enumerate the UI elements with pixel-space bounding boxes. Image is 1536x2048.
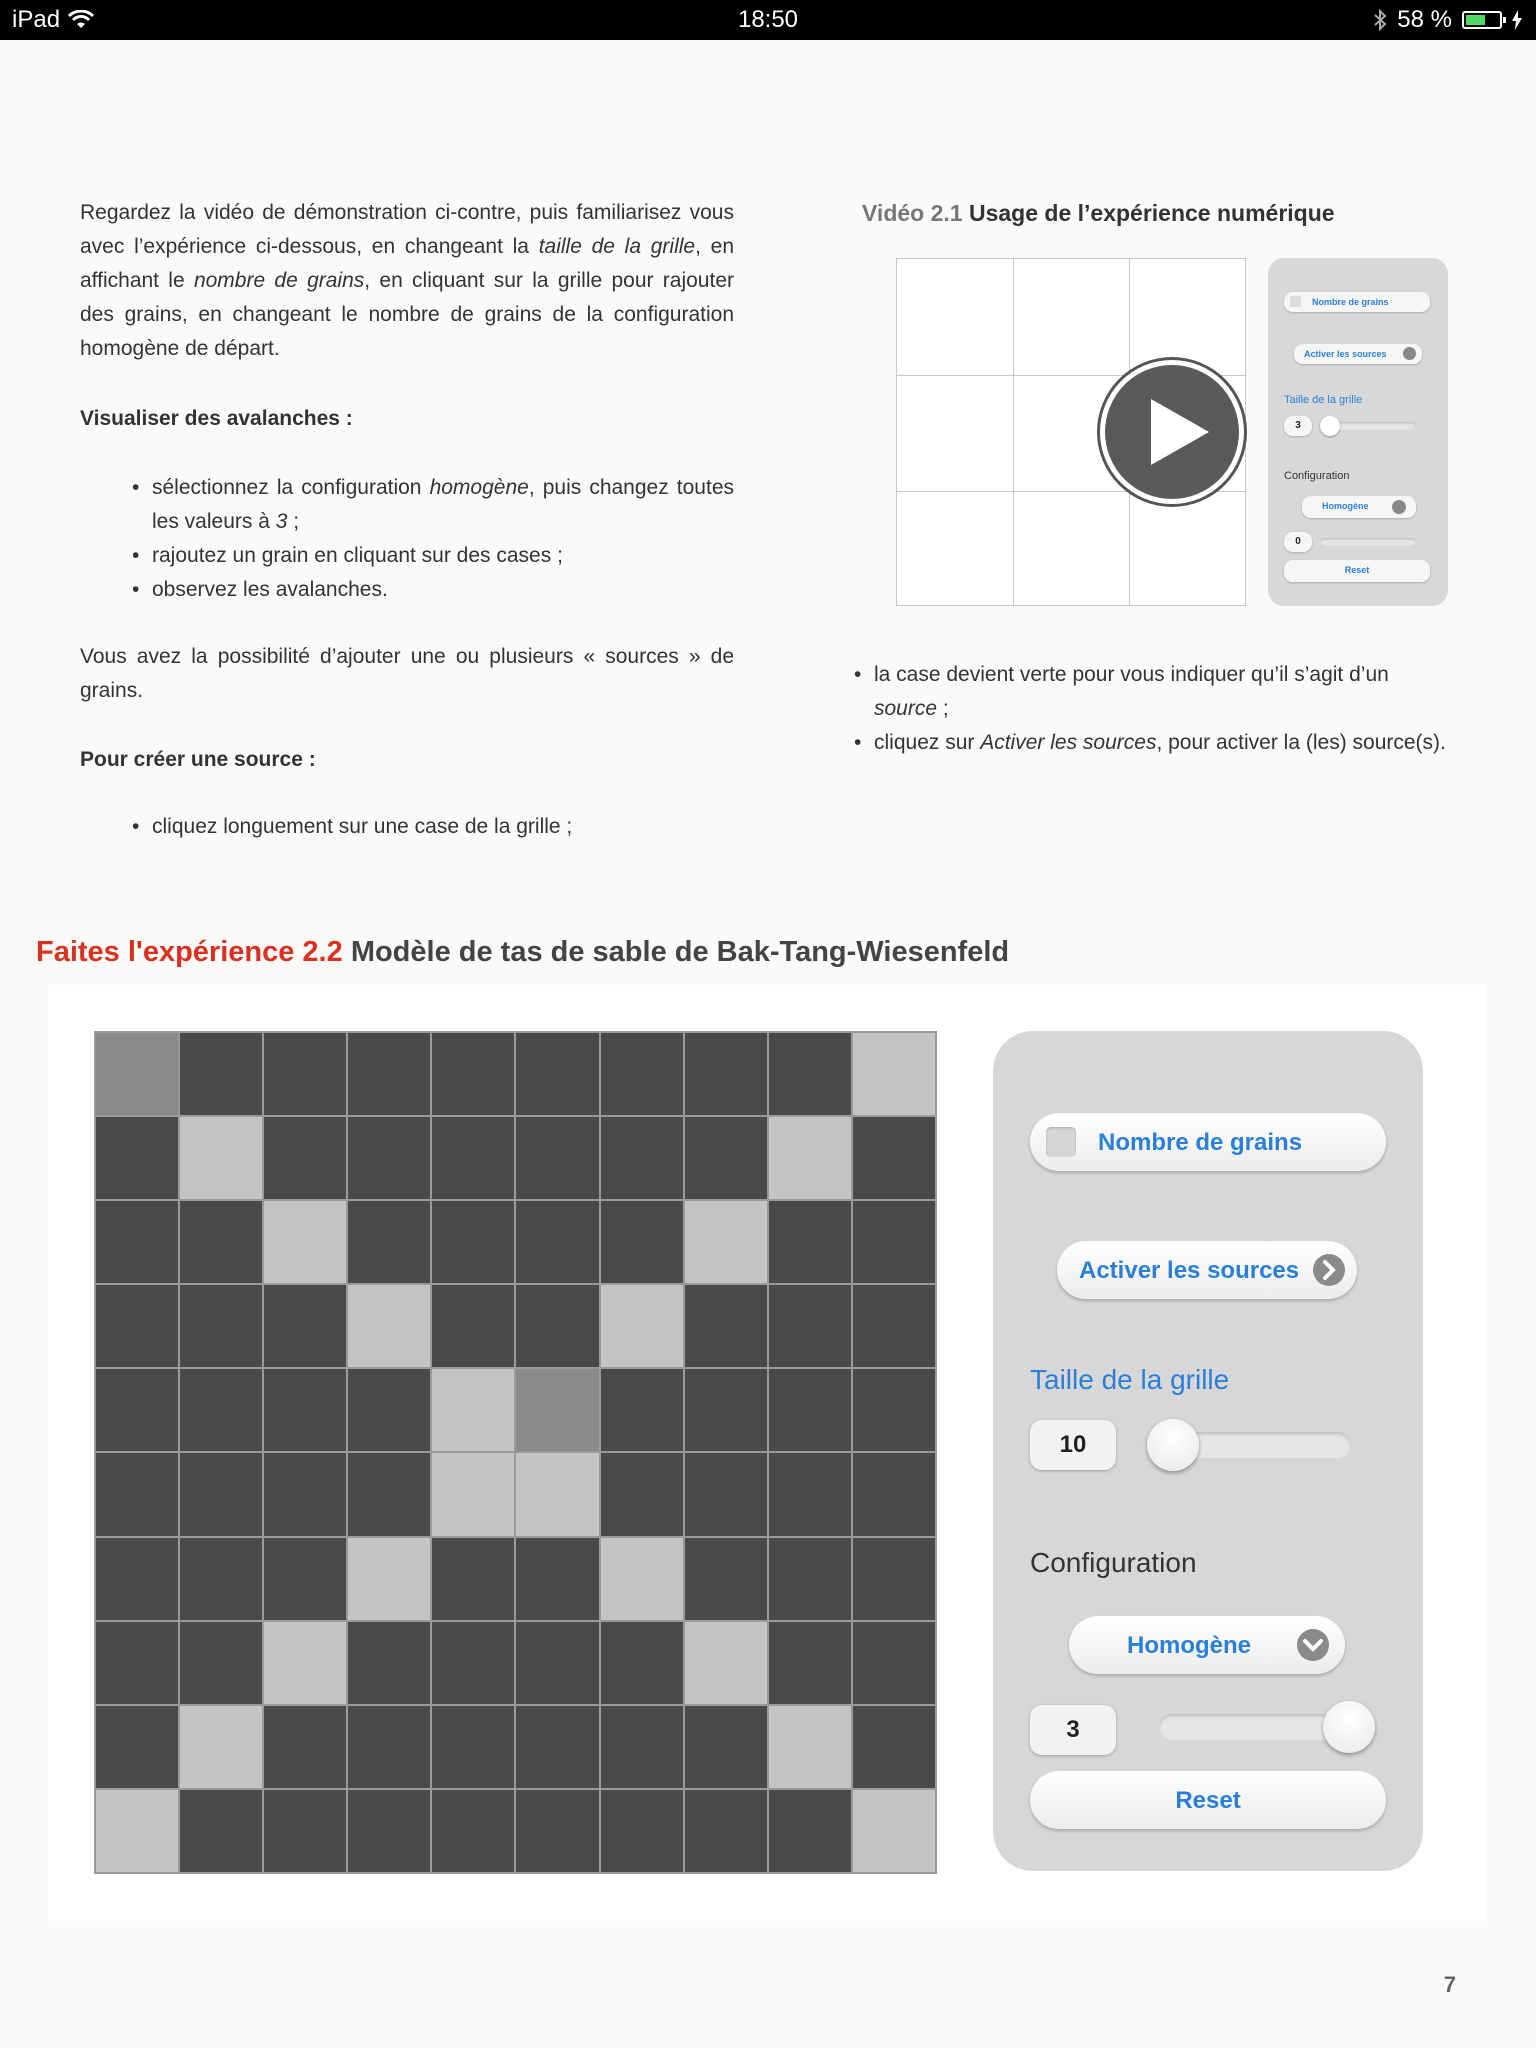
grid-cell[interactable] [601, 1033, 683, 1115]
play-icon [1105, 365, 1239, 499]
grid-cell[interactable] [601, 1790, 683, 1872]
mini-config-value: Homogène [1322, 501, 1369, 511]
grain-count-value: 3 [1030, 1705, 1116, 1755]
list-item: • rajoutez un grain en cliquant sur des cases ; [132, 539, 734, 573]
activate-sources-button[interactable] [1057, 1241, 1357, 1299]
reset-label: Reset [1175, 1787, 1241, 1814]
grid-cell[interactable] [180, 1033, 262, 1115]
experience-number: Faites l'expérience 2.2 [36, 936, 343, 968]
grid-cell[interactable] [96, 1033, 178, 1115]
grid-cell[interactable] [432, 1706, 514, 1788]
grid-cell[interactable] [685, 1369, 767, 1451]
grid-cell[interactable] [96, 1117, 178, 1199]
grid-cell[interactable] [180, 1622, 262, 1704]
configuration-value: Homogène [1126, 1632, 1251, 1659]
source-steps [132, 810, 734, 844]
grid-cell[interactable] [96, 1790, 178, 1872]
grid-cell[interactable] [348, 1033, 430, 1115]
mini-reset-label: Reset [1344, 565, 1370, 575]
grid-cell[interactable] [264, 1706, 346, 1788]
grid-cell[interactable] [516, 1033, 598, 1115]
configuration-select[interactable] [1069, 1616, 1345, 1674]
grid-size-label: Taille de la grille [1030, 1364, 1230, 1395]
grid-cell[interactable] [853, 1285, 935, 1367]
list-item: • cliquez longuement sur une case de la grille ; [132, 810, 734, 844]
mini-grains-label: Nombre de grains [1312, 297, 1389, 307]
sources-paragraph: Vous avez la possibilité d’ajouter une ou plusieurs « sources » de grains. [80, 645, 734, 702]
grid-cell[interactable] [432, 1033, 514, 1115]
grid-cell[interactable] [432, 1790, 514, 1872]
grid-cell[interactable] [516, 1622, 598, 1704]
grid-cell[interactable] [685, 1622, 767, 1704]
grid-cell[interactable] [264, 1538, 346, 1620]
heading-source: Pour créer une source : [80, 748, 316, 771]
grid-cell[interactable] [348, 1201, 430, 1283]
reset-button[interactable] [1030, 1771, 1386, 1829]
mini-config-count: 0 [1295, 536, 1301, 547]
grid-cell[interactable] [348, 1117, 430, 1199]
list-item: • sélectionnez la configuration homogène, puis changez toutes les valeurs à 3 ; [132, 471, 734, 539]
grid-cell[interactable] [685, 1201, 767, 1283]
grid-cell[interactable] [685, 1453, 767, 1535]
grid-cell[interactable] [685, 1706, 767, 1788]
heading-avalanches: Visualiser des avalanches : [80, 407, 353, 430]
grid-cell[interactable] [180, 1285, 262, 1367]
page-number: 7 [1443, 1972, 1456, 1997]
grid-cell[interactable] [348, 1369, 430, 1451]
grid-cell[interactable] [96, 1706, 178, 1788]
grid-cell[interactable] [769, 1706, 851, 1788]
status-time: 18:50 [737, 6, 799, 33]
grid-cell[interactable] [180, 1117, 262, 1199]
grid-cell[interactable] [180, 1790, 262, 1872]
grid-cell[interactable] [180, 1453, 262, 1535]
grid-size-slider-handle[interactable] [1147, 1419, 1199, 1471]
grid-cell[interactable] [516, 1790, 598, 1872]
grid-cell[interactable] [516, 1201, 598, 1283]
grid-cell[interactable] [685, 1285, 767, 1367]
grid-cell[interactable] [516, 1117, 598, 1199]
grid-cell[interactable] [685, 1033, 767, 1115]
grid-cell[interactable] [96, 1622, 178, 1704]
list-item: • cliquez sur Activer les sources, pour activer la (les) source(s). [854, 726, 1456, 760]
grid-cell[interactable] [853, 1790, 935, 1872]
grid-cell[interactable] [853, 1706, 935, 1788]
mini-config-label: Configuration [1284, 470, 1350, 482]
grid-cell[interactable] [348, 1453, 430, 1535]
grid-cell[interactable] [769, 1201, 851, 1283]
video-number: Vidéo 2.1 [862, 200, 963, 226]
grid-cell[interactable] [601, 1285, 683, 1367]
video-title-text: Usage de l’expérience numérique [968, 200, 1335, 226]
grains-checkbox[interactable] [1046, 1127, 1076, 1157]
grid-cell[interactable] [348, 1622, 430, 1704]
grid-cell[interactable] [432, 1622, 514, 1704]
device-name: iPad [12, 6, 61, 33]
grid-cell[interactable] [601, 1117, 683, 1199]
grid-cell[interactable] [180, 1538, 262, 1620]
grid-cell[interactable] [853, 1622, 935, 1704]
mini-taille-value: 3 [1295, 420, 1301, 431]
source-steps-continued [854, 658, 1456, 760]
status-bar [0, 0, 1536, 40]
grain-count-slider-handle[interactable] [1323, 1701, 1375, 1753]
grid-cell[interactable] [769, 1285, 851, 1367]
grid-cell[interactable] [601, 1201, 683, 1283]
grid-cell[interactable] [853, 1369, 935, 1451]
grains-toggle[interactable] [1030, 1113, 1386, 1171]
grid-cell[interactable] [853, 1201, 935, 1283]
chevron-down-icon [1297, 1629, 1329, 1661]
charging-icon [1512, 10, 1522, 30]
control-panel [993, 1031, 1423, 1871]
grid-cell[interactable] [432, 1117, 514, 1199]
mini-sources-label: Activer les sources [1304, 349, 1387, 359]
grid-cell[interactable] [516, 1453, 598, 1535]
grid-cell[interactable] [264, 1453, 346, 1535]
grid-size-value: 10 [1030, 1420, 1116, 1470]
intro-paragraph: Regardez la vidéo de démonstration ci-contre, puis familiarisez vous avec l’expérience ci-dessous, en changeant la taille de la grille, en affichant le nombre de grains, en cliquant sur la grille pour rajouter des grains, en changeant le nombre de grains de la configuration homogène de départ. [80, 201, 734, 360]
grid-cell[interactable] [264, 1369, 346, 1451]
grid-cell[interactable] [96, 1538, 178, 1620]
video-mini-panel [1268, 258, 1448, 606]
grid-cell[interactable] [853, 1033, 935, 1115]
grid-cell[interactable] [769, 1033, 851, 1115]
grid-cell[interactable] [601, 1538, 683, 1620]
grid-cell[interactable] [264, 1790, 346, 1872]
list-item: • observez les avalanches. [132, 573, 734, 607]
grid-cell[interactable] [769, 1790, 851, 1872]
grid-cell[interactable] [516, 1369, 598, 1451]
battery-icon [1462, 11, 1502, 29]
grid-cell[interactable] [96, 1285, 178, 1367]
grid-cell[interactable] [516, 1706, 598, 1788]
play-button[interactable] [1100, 360, 1244, 504]
grid-cell[interactable] [264, 1285, 346, 1367]
grid-cell[interactable] [853, 1453, 935, 1535]
mini-taille-label: Taille de la grille [1284, 394, 1363, 406]
sandpile-grid[interactable] [94, 1031, 937, 1874]
grid-cell[interactable] [601, 1706, 683, 1788]
list-item: • la case devient verte pour vous indiquer qu’il s’agit d’un source ; [854, 658, 1456, 726]
grid-cell[interactable] [769, 1369, 851, 1451]
grid-cell[interactable] [769, 1453, 851, 1535]
grid-cell[interactable] [180, 1369, 262, 1451]
grains-label: Nombre de grains [1098, 1129, 1303, 1156]
grid-cell[interactable] [264, 1117, 346, 1199]
sources-label: Activer les sources [1079, 1257, 1300, 1284]
grid-cell[interactable] [96, 1369, 178, 1451]
grid-cell[interactable] [264, 1201, 346, 1283]
video-title [862, 200, 1335, 227]
grid-cell[interactable] [853, 1538, 935, 1620]
grid-cell[interactable] [432, 1538, 514, 1620]
configuration-label: Configuration [1030, 1547, 1197, 1578]
grid-cell[interactable] [601, 1369, 683, 1451]
grid-cell[interactable] [264, 1622, 346, 1704]
grid-cell[interactable] [601, 1622, 683, 1704]
grid-cell[interactable] [853, 1117, 935, 1199]
grid-cell[interactable] [348, 1538, 430, 1620]
grid-cell[interactable] [96, 1453, 178, 1535]
grid-cell[interactable] [264, 1033, 346, 1115]
grid-cell[interactable] [432, 1369, 514, 1451]
experience-title [36, 936, 1009, 969]
chevron-right-icon [1313, 1254, 1345, 1286]
grid-cell[interactable] [685, 1538, 767, 1620]
grid-cell[interactable] [685, 1790, 767, 1872]
grid-cell[interactable] [516, 1285, 598, 1367]
grid-cell[interactable] [180, 1706, 262, 1788]
grid-cell[interactable] [432, 1453, 514, 1535]
avalanche-steps [132, 471, 734, 607]
grid-cell[interactable] [516, 1538, 598, 1620]
grid-cell[interactable] [769, 1117, 851, 1199]
experience-title-text: Modèle de tas de sable de Bak-Tang-Wiesenfeld [350, 936, 1010, 968]
grid-cell[interactable] [601, 1453, 683, 1535]
grid-cell[interactable] [96, 1201, 178, 1283]
grid-cell[interactable] [348, 1706, 430, 1788]
grid-cell[interactable] [432, 1285, 514, 1367]
grid-cell[interactable] [180, 1201, 262, 1283]
grid-cell[interactable] [769, 1622, 851, 1704]
grid-cell[interactable] [432, 1201, 514, 1283]
bluetooth-icon [1373, 9, 1387, 31]
grid-cell[interactable] [348, 1790, 430, 1872]
battery-percent: 58 % [1397, 6, 1452, 33]
grid-cell[interactable] [685, 1117, 767, 1199]
grid-cell[interactable] [769, 1538, 851, 1620]
grid-cell[interactable] [348, 1285, 430, 1367]
